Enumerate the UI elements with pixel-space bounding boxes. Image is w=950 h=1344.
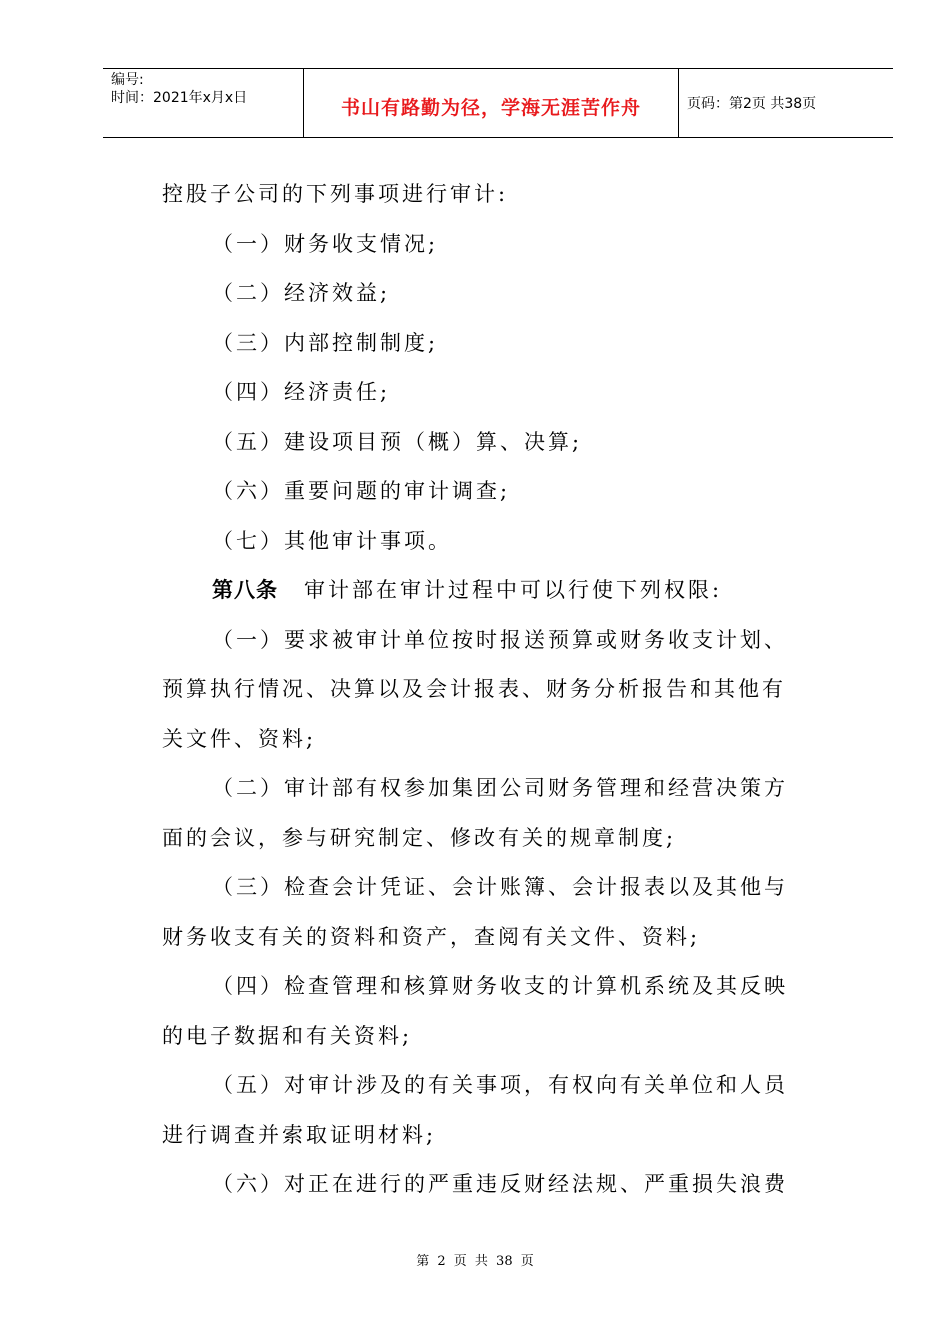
line-text: （五）对审计涉及的有关事项，有权向有关单位和人员 [212,1073,788,1097]
header-meta-cell [103,69,304,137]
body-line [162,418,832,468]
line-text: 财务收支有关的资料和资产，查阅有关文件、资料; [162,924,701,949]
line-text: （五）建设项目预（概）算、决算; [212,429,583,454]
body-line [162,913,832,963]
line-text: （三）内部控制制度; [212,330,439,355]
body-line [162,1012,832,1062]
body-line [162,517,832,567]
article-number: 第八条 [212,578,278,602]
line-text: （二）审计部有权参加集团公司财务管理和经营决策方 [212,776,788,800]
body-line [162,764,832,814]
line-text: （六）对正在进行的严重违反财经法规、严重损失浪费 [212,1172,788,1196]
body-line [162,715,832,765]
line-text: （四）检查管理和核算财务收支的计算机系统及其反映 [212,974,788,998]
header-motto-cell [304,69,679,137]
body-line [162,665,832,715]
line-text: 关文件、资料; [162,726,317,751]
body-line [162,269,832,319]
line-text: 控股子公司的下列事项进行审计: [162,182,509,206]
body-line [162,1111,832,1161]
document-number-label: 编号: [111,72,144,88]
line-text: 审计部在审计过程中可以行使下列权限: [304,578,723,602]
body-line [162,220,832,270]
page-footer: 第 2 页 共 38 页 [416,1254,534,1269]
line-text: 进行调查并索取证明材料; [162,1122,437,1147]
body-line [162,814,832,864]
line-text: （一）财务收支情况; [212,231,439,256]
body-line [162,368,832,418]
body-line [162,170,832,220]
body-line [162,962,832,1012]
line-text: （一）要求被审计单位按时报送预算或财务收支计划、 [212,627,788,652]
line-text: 面的会议，参与研究制定、修改有关的规章制度; [162,825,677,850]
body-line [162,319,832,369]
article-heading-line [162,566,832,616]
line-text: （七）其他审计事项。 [212,528,452,553]
line-text: 的电子数据和有关资料; [162,1023,413,1048]
header-page-info: 页码：第2页 共38页 [687,96,817,112]
document-time-label: 时间：2021年x月x日 [111,90,248,106]
body-line [162,467,832,517]
header-motto: 书山有路勤为径，学海无涯苦作舟 [340,96,641,119]
line-text: 预算执行情况、决算以及会计报表、财务分析报告和其他有 [162,677,786,701]
header-page-cell [679,69,893,137]
body-line [162,616,832,666]
line-text: （二）经济效益; [212,281,391,305]
body-line [162,1061,832,1111]
page-header [103,68,893,138]
body-line [162,1160,832,1210]
line-text: （六）重要问题的审计调查; [212,479,511,503]
line-text: （三）检查会计凭证、会计账簿、会计报表以及其他与 [212,875,788,899]
document-body [162,170,832,1210]
line-text: （四）经济责任; [212,380,391,404]
body-line [162,863,832,913]
